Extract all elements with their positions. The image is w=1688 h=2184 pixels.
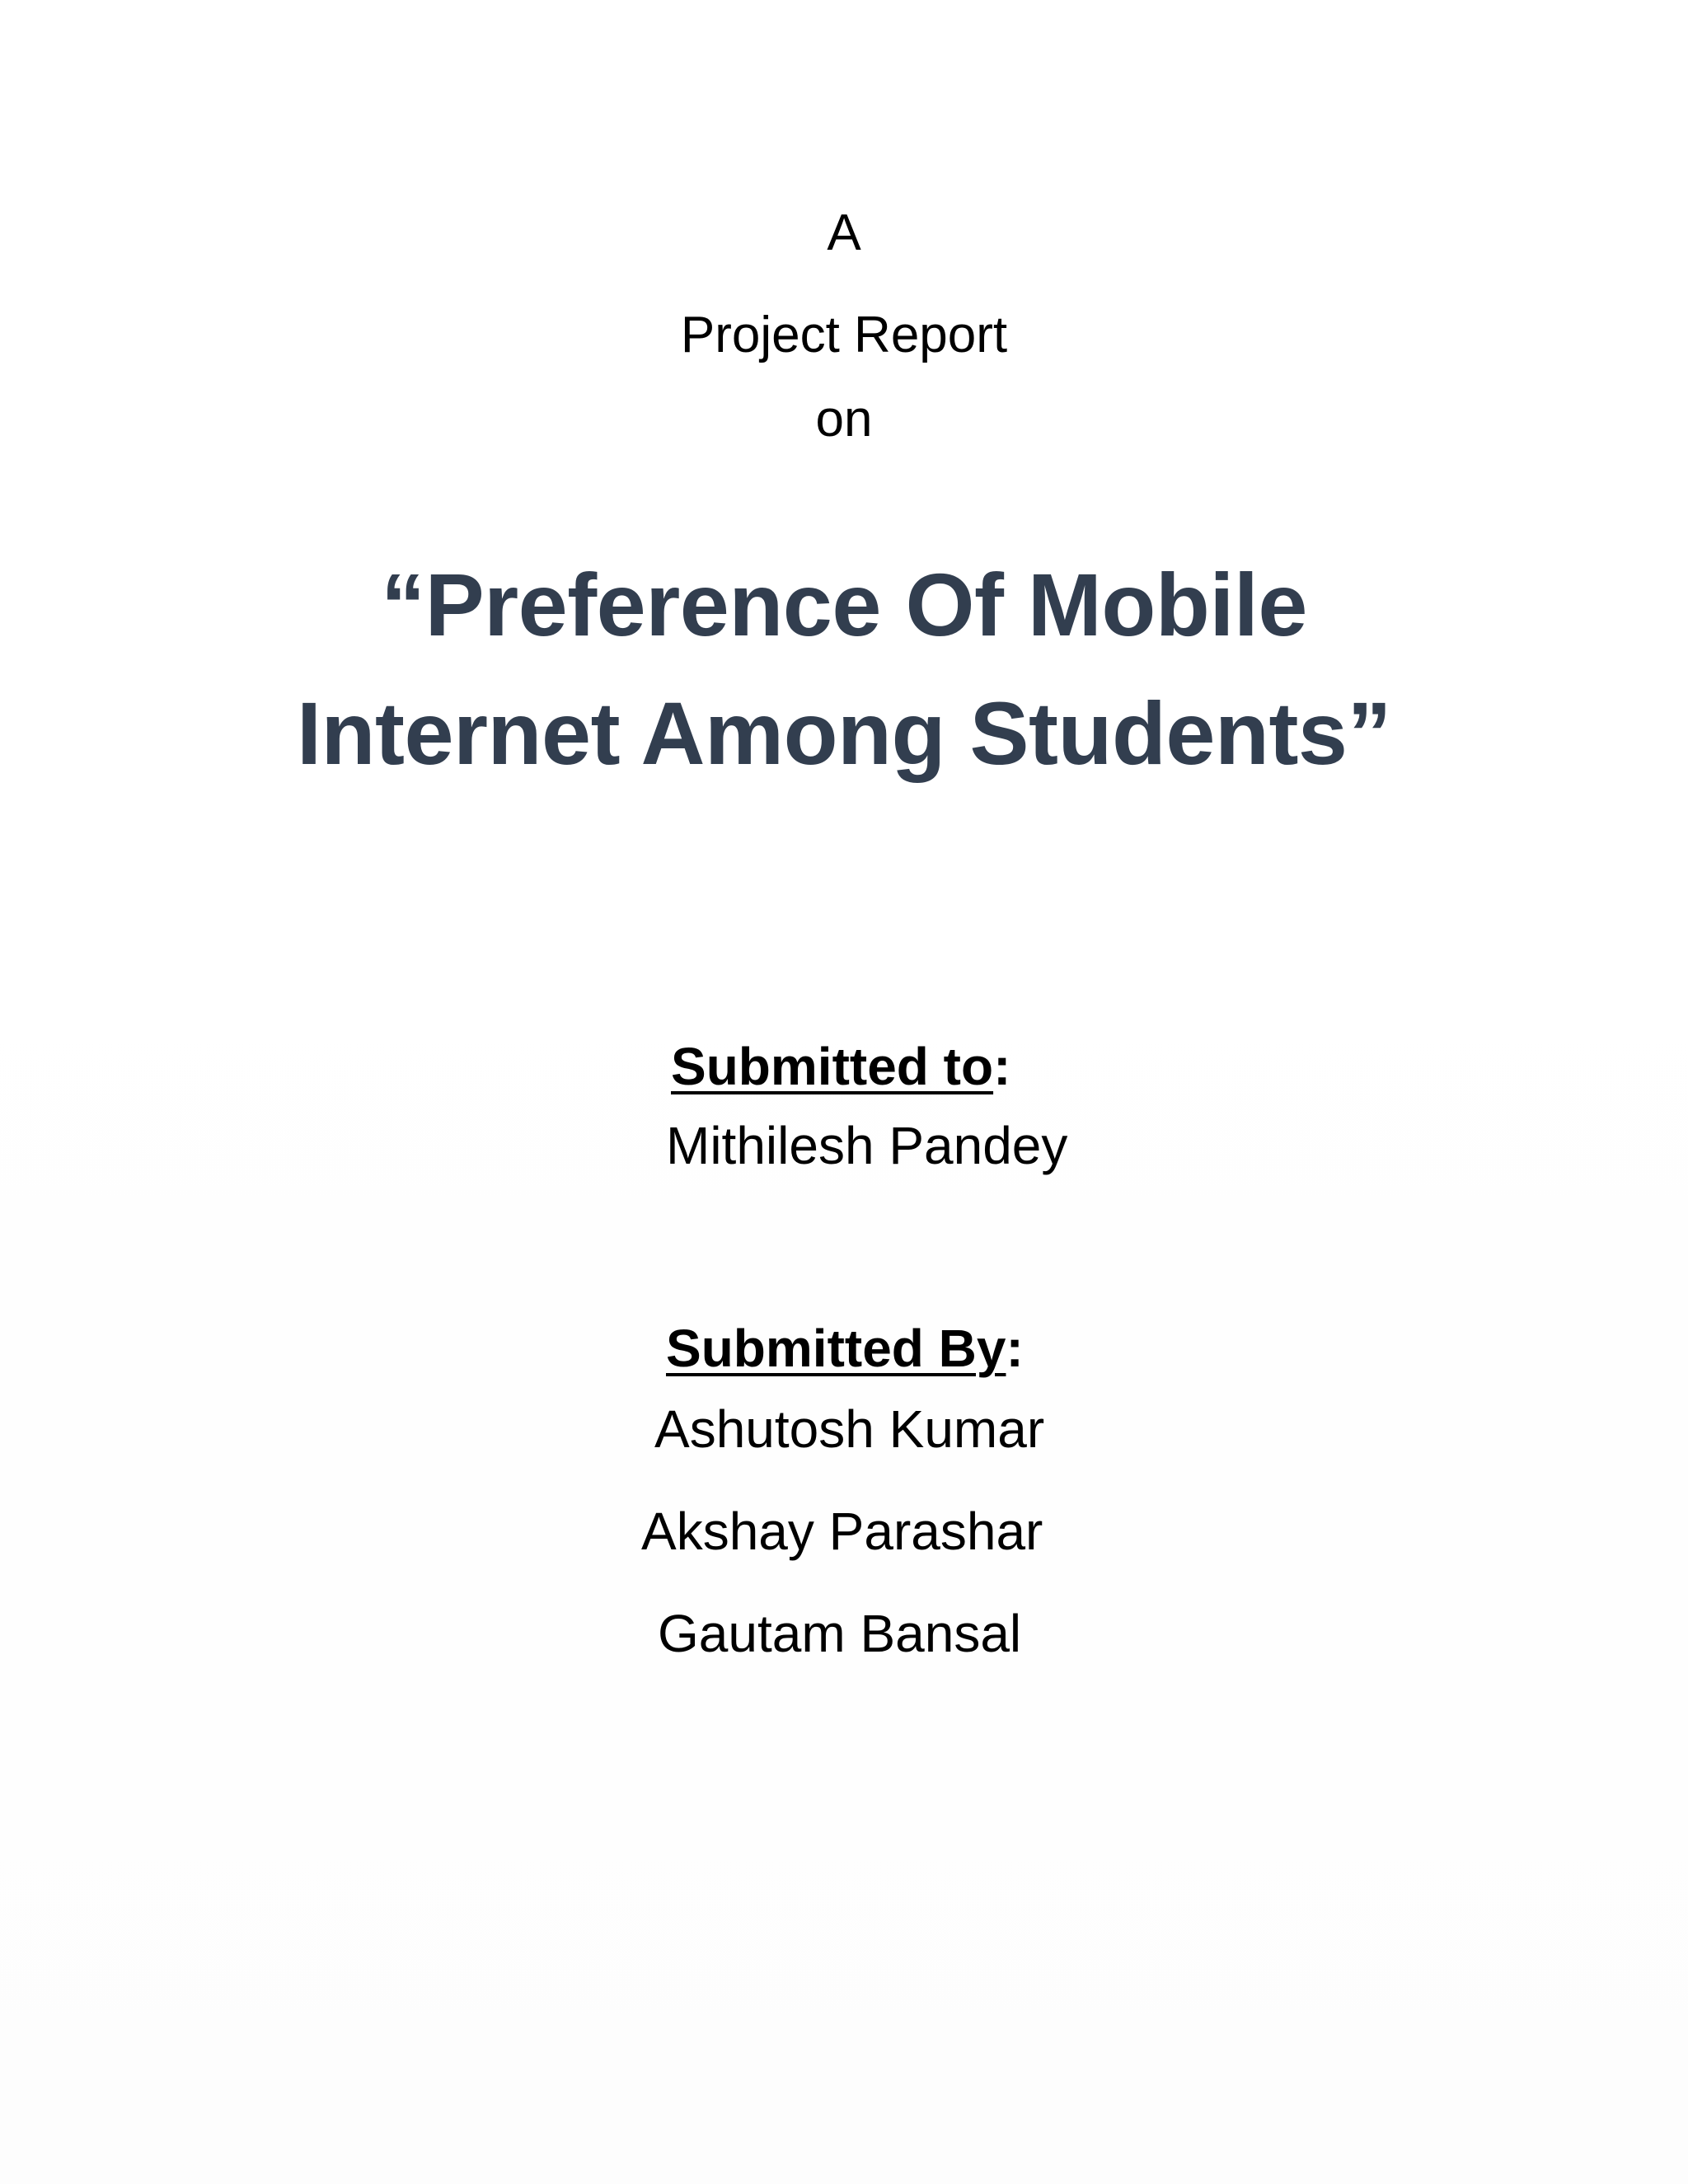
cover-line-on: on: [815, 391, 873, 448]
submitted-to-heading: [671, 1037, 1011, 1096]
report-title-line-1: “Preference Of Mobile: [381, 555, 1307, 654]
submitted-by-label: Submitted By: [666, 1319, 1006, 1378]
submitted-to-name: Mithilesh Pandey: [666, 1116, 1068, 1175]
submitted-by-name: Akshay Parashar: [641, 1502, 1043, 1561]
submitted-by-heading: [666, 1319, 1024, 1378]
submitted-to-label: Submitted to: [671, 1037, 994, 1096]
submitted-by-name: Ashutosh Kumar: [654, 1399, 1045, 1459]
submitted-to-colon: :: [993, 1037, 1011, 1096]
submitted-by-name: Gautam Bansal: [658, 1604, 1022, 1663]
report-title-line-2: Internet Among Students”: [297, 683, 1391, 783]
cover-line-a: A: [827, 204, 861, 261]
submitted-by-colon: :: [1006, 1319, 1024, 1378]
cover-line-project-report: Project Report: [680, 307, 1008, 363]
